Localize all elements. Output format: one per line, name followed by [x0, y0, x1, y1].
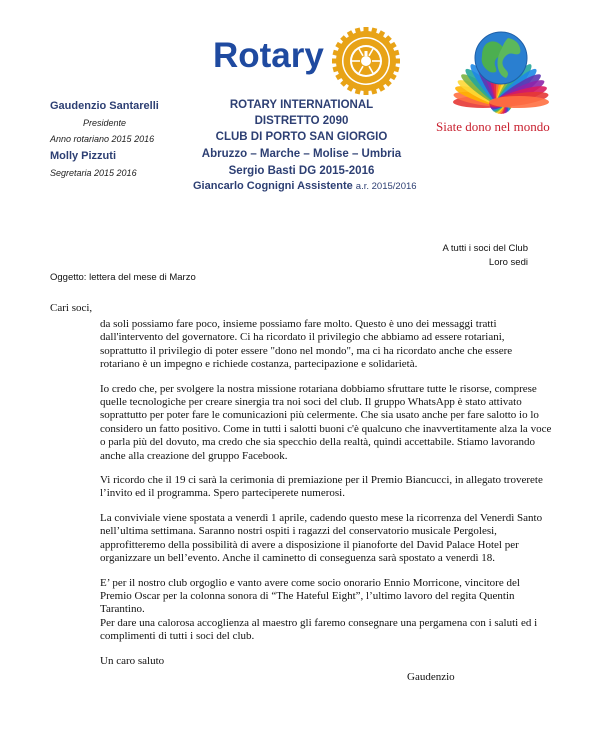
paragraph-line: Io credo che, per svolgere la nostra missione rotariana dobbiamo sfruttare tutte le risorse, comprese	[100, 382, 537, 395]
paragraph-line: quelle tecnologiche per creare sinergia tra noi soci del club. Il gruppo WhatsApp è stato attivato	[100, 396, 522, 409]
globe-emblem-icon	[416, 22, 586, 118]
letter-body	[50, 318, 560, 668]
paragraph-line: approfitteremo della possibilità di avere a disposizione il pianoforte del David Palace Hotel per	[100, 538, 519, 551]
address-line: A tutti i soci del Club	[442, 243, 528, 254]
address-line: Loro sedi	[488, 257, 528, 268]
president-role: Presidente	[83, 118, 127, 128]
paragraph-line: considero un fatto positivo. Come in tutti i salotti buoni c'è qualcuno che inavvertitamente alza la voce	[100, 422, 552, 435]
org-line: DISTRETTO 2090	[254, 115, 349, 127]
paragraph-line: anche alla creazione del gruppo Facebook.	[100, 449, 288, 462]
paragraph-line: soprattutto per poter fare le comunicazioni più celermente. Che sia usato anche per fare salotto io lo	[100, 409, 539, 422]
org-line: ROTARY INTERNATIONAL	[229, 99, 374, 111]
assistant-line	[193, 180, 493, 192]
paragraph-line: nell’ultima settimana. Saranno nostri ospiti i ragazzi del conservatorio musicale Pergolesi,	[100, 525, 497, 538]
salutation: Cari soci,	[50, 302, 93, 314]
paragraph-line: E’ per il nostro club orgoglio e vanto avere come socio onorario Ennio Morricone, vincitore del	[100, 576, 520, 589]
org-line: Sergio Basti DG 2015-2016	[228, 165, 375, 177]
paragraph-line: da soli possiamo fare poco, insieme possiamo fare molto. Questo è uno dei messaggi tratti	[100, 318, 497, 330]
paragraph	[100, 577, 604, 644]
rotary-year: Anno rotariano 2015 2016	[50, 134, 155, 144]
paragraph-line: organizzare un bell’evento. Anche il caminetto di conseguenza sarà spostato a venerdì 18.	[100, 552, 496, 565]
paragraph-line: Per dare una calorosa accoglienza al maestro gli faremo consegnare una pergamena con i saluti ed i	[100, 616, 538, 629]
closing: Un caro saluto	[100, 654, 165, 667]
paragraph-line: soprattutto il privilegio di poter essere "dono nel mondo", ma ci ha ricordato anche che essere	[100, 344, 513, 357]
slogan-text: Siate dono nel mondo	[436, 119, 550, 134]
paragraph-line: dall'intervento del governatore. Ci ha ricordato il privilegio che abbiamo ad essere rotariani,	[100, 331, 505, 344]
president-name: Gaudenzio Santarelli	[50, 100, 159, 112]
paragraph-line: Vi ricordo che il 19 ci sarà la cerimonia di premiazione per il Premio Biancucci, in allegato troverete	[100, 474, 543, 487]
paragraph-line: l’invito ed il programma. Spero parteciperete numerosi.	[100, 487, 345, 500]
paragraph-line: o parla più del dovuto, ma credo che sia specchio della realtà, quindi accettabile. Stiamo lavorando	[100, 436, 535, 449]
signature: Gaudenzio	[407, 671, 455, 683]
paragraph-line: rotariano è un impegno e richiede costanza, partecipazione e solidarietà.	[100, 358, 418, 371]
rotary-wheel-icon	[330, 25, 402, 97]
paragraph-line: complimenti di tutti i soci del club.	[100, 630, 255, 643]
paragraph	[100, 474, 604, 501]
paragraph-line: Premio Oscar per la colonna sonora di “The Hateful Eight”, l’ultimo lavoro del regita Quentin	[100, 589, 515, 602]
assistant-year: a.r. 2015/2016	[355, 181, 417, 192]
assistant-name: Giancarlo Cognigni Assistente	[193, 180, 353, 192]
paragraph	[100, 318, 604, 372]
org-line: Abruzzo – Marche – Molise – Umbria	[201, 148, 402, 160]
rotary-wordmark: Rotary	[213, 36, 324, 75]
org-line: CLUB DI PORTO SAN GIORGIO	[215, 131, 388, 143]
paragraph-line: La conviviale viene spostata a venerdì 1 aprile, cadendo questo mese la ricorrenza del Venerdì Santo	[100, 511, 543, 524]
secretary-name: Molly Pizzuti	[50, 150, 116, 162]
paragraph	[100, 383, 604, 463]
secretary-role: Segretaria 2015 2016	[50, 168, 137, 178]
paragraph-line: Tarantino.	[100, 603, 145, 616]
paragraph	[100, 512, 604, 566]
subject-line: Oggetto: lettera del mese di Marzo	[50, 272, 196, 283]
